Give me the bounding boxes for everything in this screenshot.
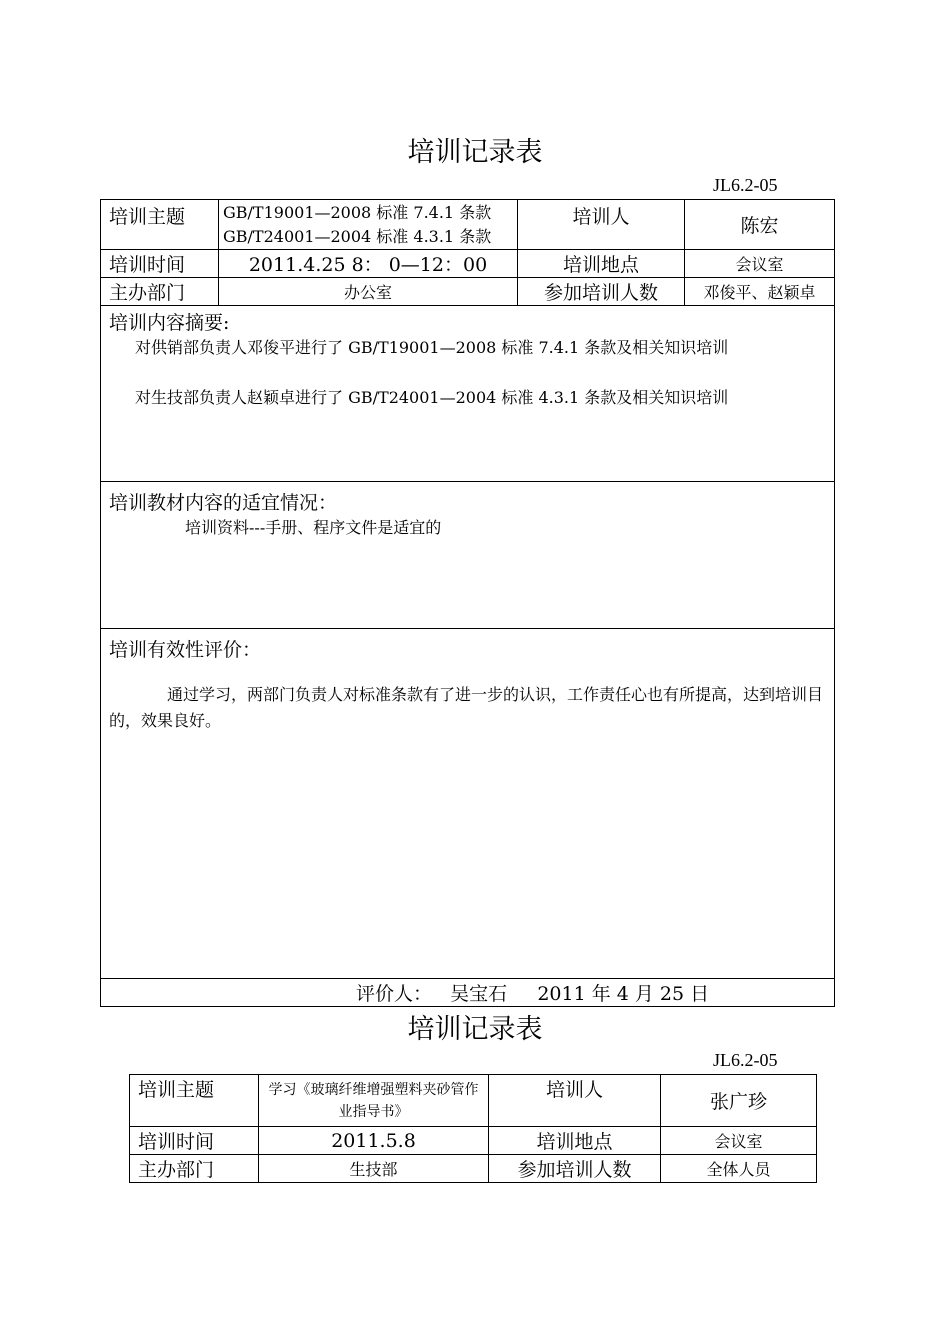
form2-dept-value: 生技部 <box>259 1155 489 1183</box>
form2-dept-label: 主办部门 <box>130 1155 259 1183</box>
form2-trainer-value: 张广珍 <box>661 1075 817 1127</box>
form1-trainer-value: 陈宏 <box>685 200 835 250</box>
form1-subject-label: 培训主题 <box>101 200 219 250</box>
form2-location-label: 培训地点 <box>489 1127 661 1155</box>
form2-subject-value: 学习《玻璃纤维增强塑料夹砂管作业指导书》 <box>259 1075 489 1127</box>
form1-summary-section <box>101 306 835 482</box>
form2-time-value: 2011.5.8 <box>259 1127 489 1155</box>
form1-dept-label: 主办部门 <box>101 278 219 306</box>
form2-code: JL6.2-05 <box>713 1050 778 1070</box>
form1-time-label: 培训时间 <box>101 250 219 278</box>
form1-time-value: 2011.4.25 8： 0—12：00 <box>219 250 518 278</box>
form1-effectiveness-section <box>101 629 835 979</box>
form1-effectiveness-text: 通过学习，两部门负责人对标准条款有了进一步的认识，工作责任心也有所提高，达到培训目的，效果良好。 <box>109 685 824 730</box>
form1-effectiveness-label: 培训有效性评价： <box>109 639 262 661</box>
form1-summary-label: 培训内容摘要: <box>109 312 230 334</box>
form2-location-value: 会议室 <box>661 1127 817 1155</box>
form2-table <box>129 1074 817 1183</box>
form1-summary-line1: 对供销部负责人邓俊平进行了 GB/T19001—2008 标准 7.4.1 条款及相关知识培训 <box>135 338 729 357</box>
form2-participants-label: 参加培训人数 <box>489 1155 661 1183</box>
form1-table <box>100 199 835 1007</box>
form1-suitability-text: 培训资料---手册、程序文件是适宜的 <box>185 518 442 537</box>
form1-participants-value: 邓俊平、赵颖卓 <box>685 278 835 306</box>
form2-participants-value: 全体人员 <box>661 1155 817 1183</box>
form1-evaluator-line: 评价人： 吴宝石 2011 年 4 月 25 日 <box>101 979 835 1007</box>
form1-location-value: 会议室 <box>685 250 835 278</box>
form1-title: 培训记录表 <box>407 137 543 168</box>
form1-summary-line2: 对生技部负责人赵颖卓进行了 GB/T24001—2004 标准 4.3.1 条款及相关知识培训 <box>135 388 729 407</box>
form2-subject-label: 培训主题 <box>130 1075 259 1127</box>
form1-subject-value <box>219 200 518 250</box>
form1-suitability-section <box>101 482 835 629</box>
form1-location-label: 培训地点 <box>518 250 685 278</box>
form1-code: JL6.2-05 <box>713 175 778 195</box>
form2-title: 培训记录表 <box>407 1014 543 1045</box>
form2-time-label: 培训时间 <box>130 1127 259 1155</box>
form1-trainer-label: 培训人 <box>518 200 685 250</box>
form1-participants-label: 参加培训人数 <box>518 278 685 306</box>
form1-subject-line1: GB/T19001—2008 标准 7.4.1 条款 <box>223 202 492 222</box>
form1-suitability-label: 培训教材内容的适宜情况： <box>109 492 338 514</box>
form2-trainer-label: 培训人 <box>489 1075 661 1127</box>
form1-subject-line2: GB/T24001—2004 标准 4.3.1 条款 <box>223 226 492 246</box>
form1-dept-value: 办公室 <box>219 278 518 306</box>
